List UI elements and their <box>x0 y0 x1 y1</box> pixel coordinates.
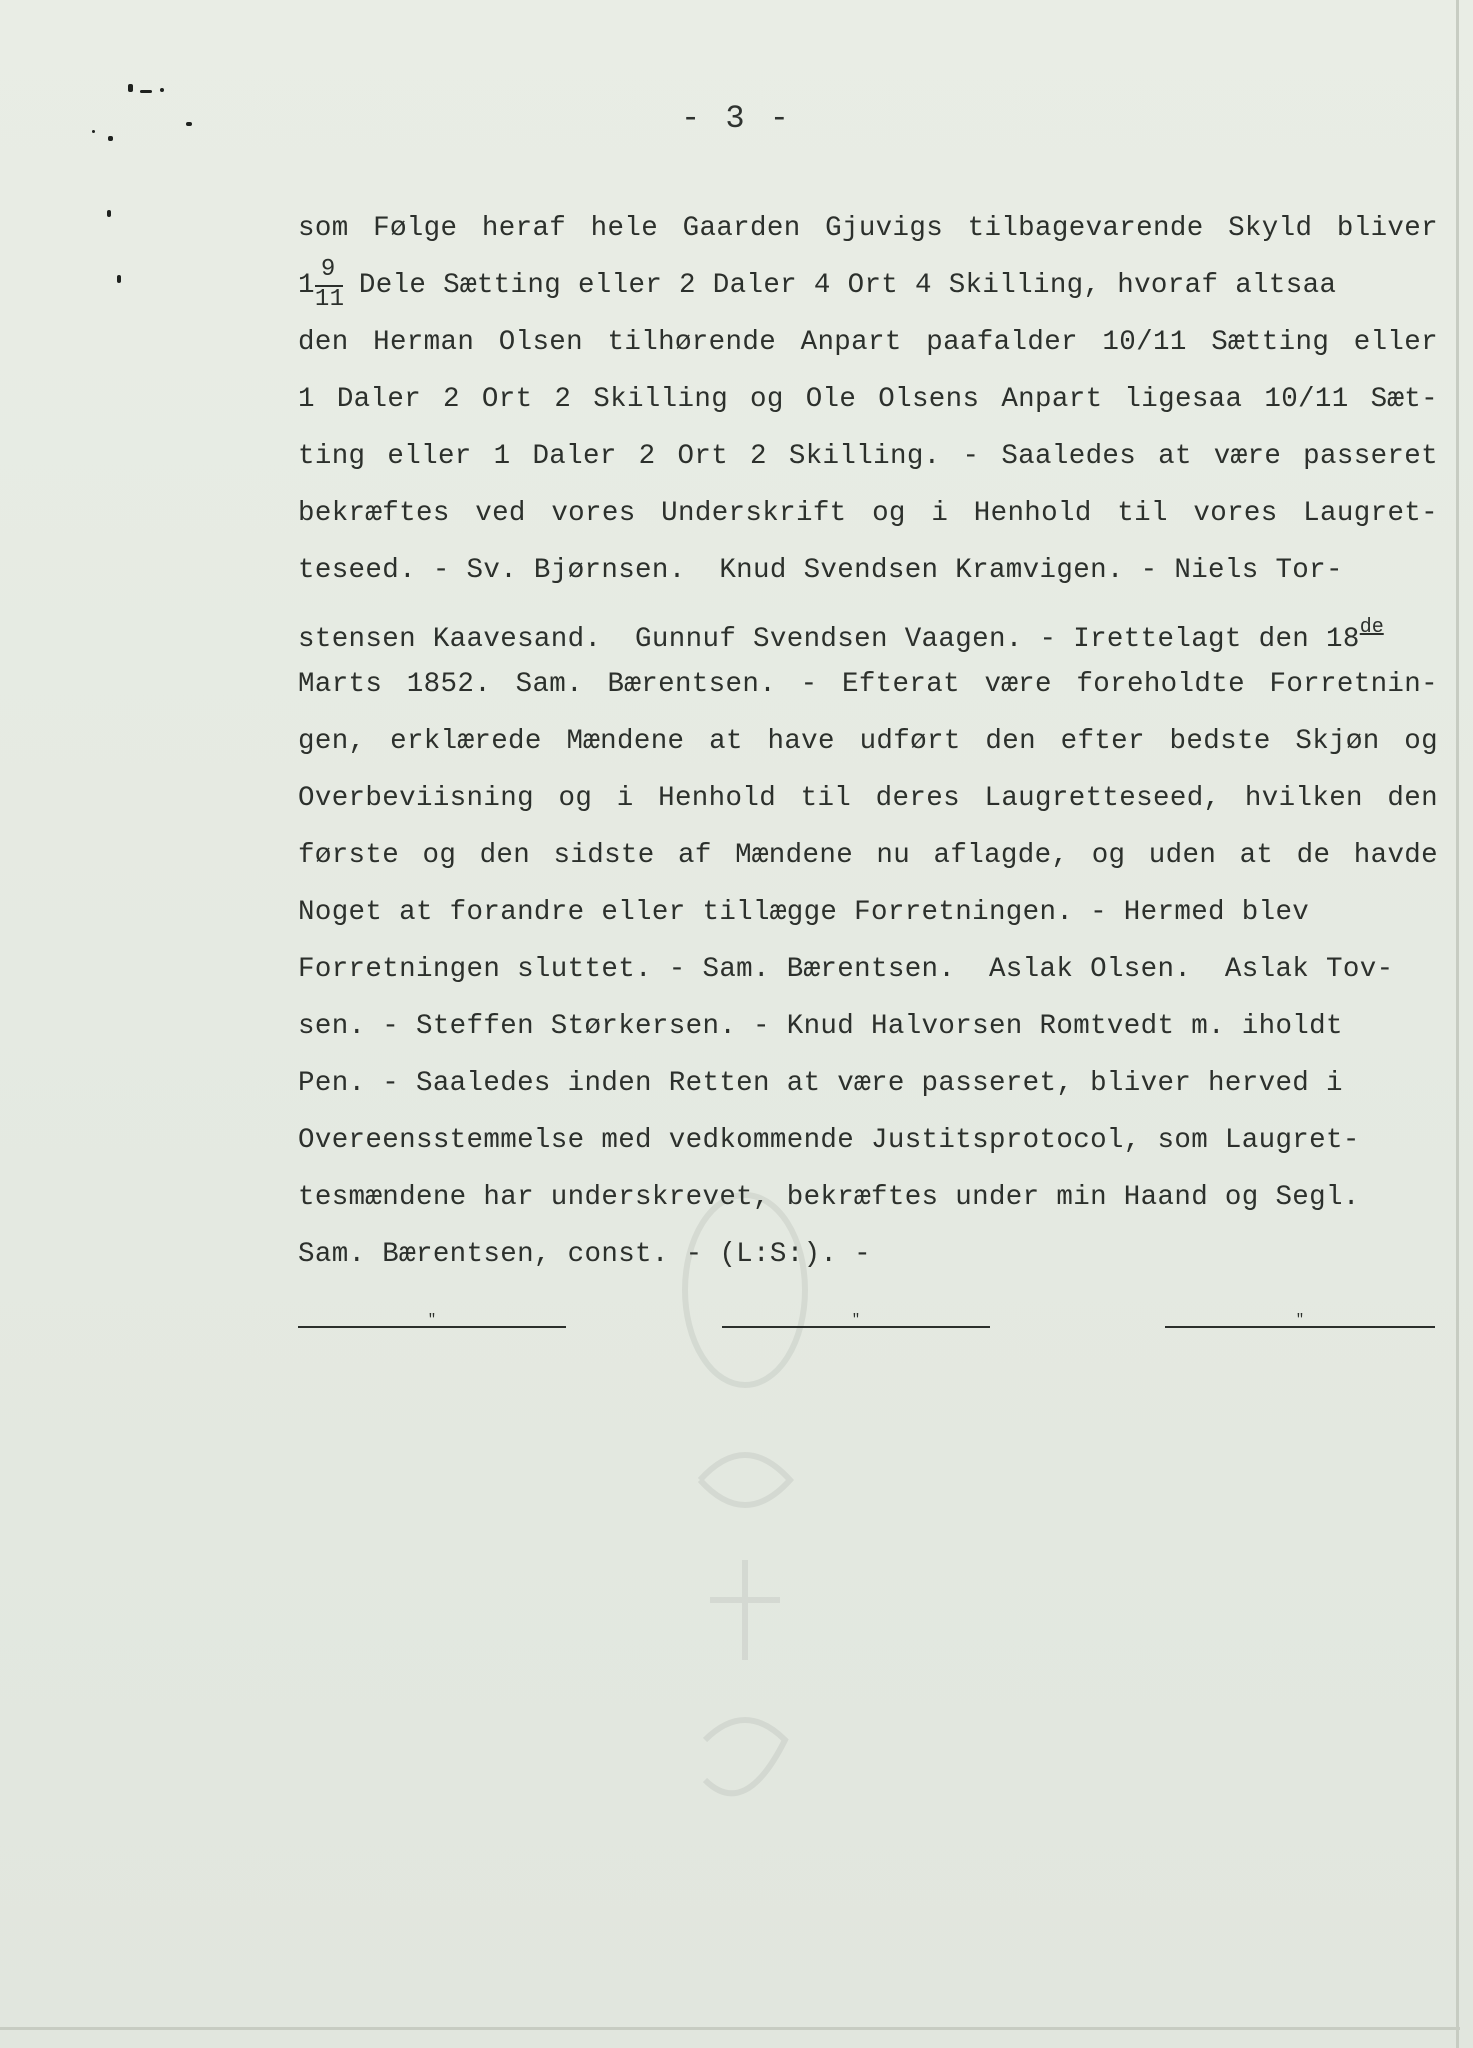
text-line-3: den Herman Olsen tilhørende Anpart paafalder 10/11 Sætting eller <box>298 327 1438 358</box>
text-line-13: Noget at forandre eller tillægge Forretningen. - Hermed blev <box>298 897 1310 928</box>
text-line-1: som Følge heraf hele Gaarden Gjuvigs tilbagevarende Skyld bliver <box>298 213 1438 244</box>
text-line-11: Overbeviisning og i Henhold til deres Laugretteseed, hvilken den <box>298 783 1438 814</box>
text-line-15: sen. - Steffen Størkersen. - Knud Halvorsen Romtvedt m. iholdt <box>298 1011 1343 1042</box>
ditto-mark: " <box>851 1312 861 1328</box>
body-text <box>298 200 1438 1283</box>
text-line-16: Pen. - Saaledes inden Retten at være passeret, bliver herved i <box>298 1068 1343 1099</box>
fraction-numerator: 9 <box>320 256 336 283</box>
text-line-12: første og den sidste af Mændene nu aflagde, og uden at de havde <box>298 840 1438 871</box>
faint-stamp-watermark <box>670 1180 820 1900</box>
text-line-18: tesmændene har underskrevet, bekræftes under min Haand og Segl. <box>298 1182 1360 1213</box>
page-number: - 3 - <box>680 100 792 137</box>
fraction-whole: 1 <box>298 270 315 301</box>
page-edge-right <box>1456 0 1459 2048</box>
text-line-14: Forretningen sluttet. - Sam. Bærentsen. Aslak Olsen. Aslak Tov- <box>298 954 1394 985</box>
text-line-9: Marts 1852. Sam. Bærentsen. - Efterat være foreholdte Forretnin- <box>298 669 1438 700</box>
text-line-5: ting eller 1 Daler 2 Ort 2 Skilling. - Saaledes at være passeret <box>298 441 1438 472</box>
scan-speck <box>160 88 164 92</box>
text-line-4: 1 Daler 2 Ort 2 Skilling og Ole Olsens Anpart ligesaa 10/11 Sæt- <box>298 384 1438 415</box>
text-line-2 <box>298 257 1438 314</box>
closing-rule-center <box>722 1312 990 1328</box>
page-edge-bottom <box>0 2027 1460 2030</box>
text-line-19: Sam. Bærentsen, const. - (L:S:). - <box>298 1239 871 1270</box>
date-superscript: de <box>1359 616 1384 639</box>
ditto-mark: " <box>1295 1312 1305 1328</box>
ditto-mark: " <box>427 1312 437 1328</box>
text-line-8 <box>298 599 1438 656</box>
scan-speck <box>140 90 152 93</box>
text-line-8-main: stensen Kaavesand. Gunnuf Svendsen Vaagen. - Irettelagt den 18 <box>298 624 1360 655</box>
fraction <box>315 257 345 314</box>
text-line-2-rest: Dele Sætting eller 2 Daler 4 Ort 4 Skilling, hvoraf altsaa <box>358 270 1337 301</box>
scan-speck <box>128 84 133 92</box>
closing-rule-left <box>298 1312 566 1328</box>
scan-speck <box>117 275 121 283</box>
text-line-6: bekræftes ved vores Underskrift og i Henhold til vores Laugret- <box>298 498 1438 529</box>
text-line-10: gen, erklærede Mændene at have udført den efter bedste Skjøn og <box>298 726 1438 757</box>
scan-speck <box>107 210 111 217</box>
text-line-17: Overeensstemmelse med vedkommende Justitsprotocol, som Laugret- <box>298 1125 1360 1156</box>
text-line-7: teseed. - Sv. Bjørnsen. Knud Svendsen Kramvigen. - Niels Tor- <box>298 555 1343 586</box>
fraction-denominator: 11 <box>314 286 345 313</box>
closing-rule-right <box>1165 1312 1435 1328</box>
